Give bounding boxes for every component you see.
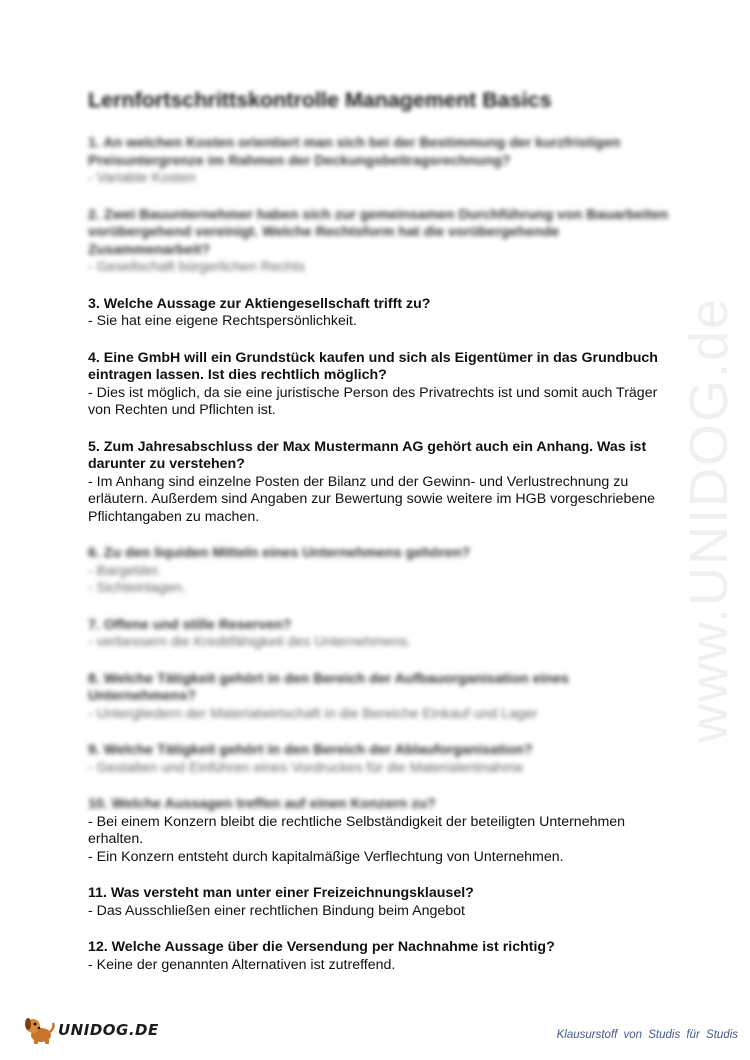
question-text: 6. Zu den liquiden Mitteln eines Unternehmens gehören? [88,545,471,561]
answer-text: - Sie hat eine eigene Rechtspersönlichkeit. [88,313,357,329]
answer-text: - Dies ist möglich, da sie eine juristische Person des Privatrechts ist und somit auch Träger von Rechten und Pflichten ist. [88,384,658,418]
answer-text: - Untergliedern der Materialwirtschaft in die Bereiche Einkauf und Lager [88,705,538,722]
answer-text: - Im Anhang sind einzelne Posten der Bilanz und der Gewinn- und Verlustrechnung zu erläutern. Außerdem sind Angaben zur Bewertung sowie weitere im HGB vorgeschriebene Pflichtangaben zu machen. [88,473,656,525]
question-text: 4. Eine GmbH will ein Grundstück kaufen und sich als Eigentümer in das Grundbuch eintragen lassen. Ist dies rechtlich möglich? [88,349,658,383]
answer-text: - Bei einem Konzern bleibt die rechtliche Selbständigkeit der beteiligten Unternehmen erhalten. [88,813,626,847]
answer-text: - Ein Konzern entsteht durch kapitalmäßige Verflechtung von Unternehmen. [88,848,564,865]
answer-text: - Das Ausschließen einer rechtlichen Bindung beim Angebot [88,902,465,919]
question-block [88,296,678,331]
question-text: 2. Zwei Bauunternehmer haben sich zur gemeinsamen Durchführung von Bauarbeiten vorübergehend vereinigt. Welche Rechtsform hat die vorübergehende Zusammenarbeit? [88,206,669,258]
question-block [88,796,678,866]
answer-text: - verbessern die Kreditfähigkeit des Unternehmens. [88,634,412,650]
question-block [88,545,678,598]
question-text: 12. Welche Aussage über die Versendung per Nachnahme ist richtig? [88,939,555,955]
answer-text: - Keine der genannten Alternativen ist zutreffend. [88,956,396,973]
answer-text: - Variable Kosten [88,170,196,186]
question-list [88,135,678,993]
answer-text: - Bargelder. [88,562,162,579]
answer-text: - Gestalten und Einführen eines Vordruckes für die Materialentnahme [88,759,524,776]
page-title: Lernfortschrittskontrolle Management Basics [88,88,552,112]
question-text: 10. Welche Aussagen treffen auf einen Konzern zu? [88,796,436,812]
question-block [88,885,678,920]
question-block [88,939,678,974]
question-text: 8. Welche Tätigkeit gehört in den Bereich der Aufbauorganisation eines Unternehmens? [88,670,569,704]
logo-text: UNIDOG.DE [58,1021,159,1039]
question-block [88,742,678,777]
question-text: 3. Welche Aussage zur Aktiengesellschaft trifft zu? [88,295,431,312]
footer-tagline: Klausurstoff von Studis für Studis [556,1029,738,1041]
watermark: www.UNIDOG.de [679,296,739,744]
dog-mascot-icon [22,1015,56,1045]
unidog-logo[interactable] [22,1015,159,1045]
question-text: 9. Welche Tätigkeit gehört in den Bereich der Ablauforganisation? [88,742,533,758]
question-text: 1. An welchen Kosten orientiert man sich bei der Bestimmung der kurzfristigen Preisuntergrenze im Rahmen der Deckungsbeitragsrechnung? [88,135,621,169]
question-block [88,617,678,652]
question-block [88,439,678,527]
question-text: 7. Offene und stille Reserven? [88,616,292,633]
question-text: 5. Zum Jahresabschluss der Max Mustermann AG gehört auch ein Anhang. Was ist darunter zu verstehen? [88,438,647,472]
question-block [88,207,678,277]
question-text: 11. Was versteht man unter einer Freizeichnungsklausel? [88,885,474,901]
answer-text: - Sichteinlagen. [88,580,186,596]
question-block [88,350,678,420]
answer-text: - Gesellschaft bürgerlichen Rechts [88,259,305,275]
question-block [88,671,678,724]
question-block [88,135,678,188]
